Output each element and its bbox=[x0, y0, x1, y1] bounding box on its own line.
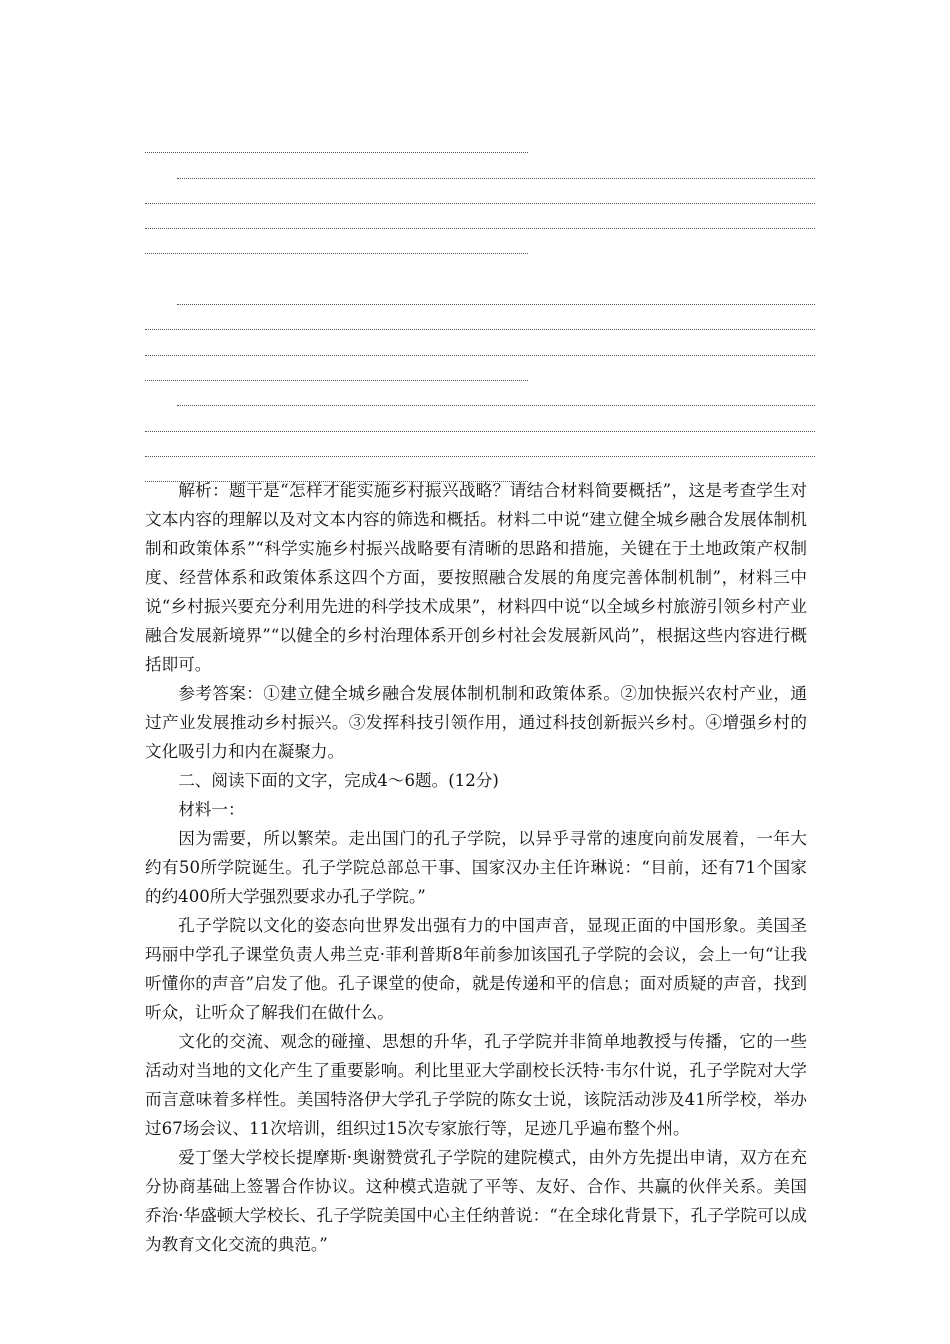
material-paragraph: 孔子学院以文化的姿态向世界发出强有力的中国声音，显现正面的中国形象。美国圣玛丽中学孔子课堂负责人弗兰克·菲利普斯8年前参加该国孔子学院的会议，会上一句“让我听懂你的声音”启发了他。孔子课堂的使命，就是传递和平的信息；面对质疑的声音，找到听众，让听众了解我们在做什么。 bbox=[145, 916, 807, 1022]
answer-line bbox=[145, 406, 815, 431]
answer-line bbox=[145, 128, 815, 153]
answer-line bbox=[145, 381, 815, 406]
answer-line bbox=[145, 305, 815, 330]
answer-line bbox=[145, 356, 815, 381]
answer-lines bbox=[145, 128, 815, 482]
question-heading: 二、阅读下面的文字，完成4～6题。(12分) bbox=[178, 771, 499, 790]
reference-answer-paragraph: 参考答案：①建立健全城乡融合发展体制机制和政策体系。②加快振兴农村产业，通过产业发展推动乡村振兴。③发挥科技引领作用，通过科技创新振兴乡村。④增强乡村的文化吸引力和内在凝聚力。 bbox=[145, 684, 807, 761]
answer-line bbox=[145, 432, 815, 457]
material-paragraph: 爱丁堡大学校长提摩斯·奥谢赞赏孔子学院的建院模式，由外方先提出申请，双方在充分协商基础上签署合作协议。这种模式造就了平等、友好、合作、共赢的伙伴关系。美国乔治·华盛顿大学校长、孔子学院美国中心主任纳普说：“在全球化背景下，孔子学院可以成为教育文化交流的典范。” bbox=[145, 1148, 807, 1254]
material-label: 材料一： bbox=[178, 800, 245, 819]
answer-line bbox=[145, 179, 815, 204]
analysis-paragraph: 解析：题干是“怎样才能实施乡村振兴战略？请结合材料简要概括”，这是考查学生对文本内容的理解以及对文本内容的筛选和概括。材料二中说“建立健全城乡融合发展体制机制和政策体系”“科学实施乡村振兴战略要有清晰的思路和措施，关键在于土地政策产权制度、经营体系和政策体系这四个方面，要按照融合发展的角度完善体制机制”，材料三中说“乡村振兴要充分利用先进的科学技术成果”，材料四中说“以全域乡村旅游引领乡村产业融合发展新境界”“以健全的乡村治理体系开创乡村社会发展新风尚”，根据这些内容进行概括即可。 bbox=[145, 481, 807, 674]
text-body bbox=[145, 476, 807, 1259]
answer-line bbox=[145, 204, 815, 229]
answer-line bbox=[145, 280, 815, 305]
answer-line bbox=[145, 153, 815, 178]
answer-line bbox=[145, 229, 815, 254]
material-paragraph: 因为需要，所以繁荣。走出国门的孔子学院，以异乎寻常的速度向前发展着，一年大约有50所学院诞生。孔子学院总部总干事、国家汉办主任许琳说：“目前，还有71个国家的约400所大学强烈要求办孔子学院。” bbox=[145, 829, 807, 906]
material-paragraph: 文化的交流、观念的碰撞、思想的升华，孔子学院并非简单地教授与传播，它的一些活动对当地的文化产生了重要影响。利比里亚大学副校长沃特·韦尔什说，孔子学院对大学而言意味着多样性。美国特洛伊大学孔子学院的陈女士说，该院活动涉及41所学校，举办过67场会议、11次培训，组织过15次专家旅行等，足迹几乎遍布整个州。 bbox=[145, 1032, 807, 1138]
answer-line bbox=[145, 330, 815, 355]
